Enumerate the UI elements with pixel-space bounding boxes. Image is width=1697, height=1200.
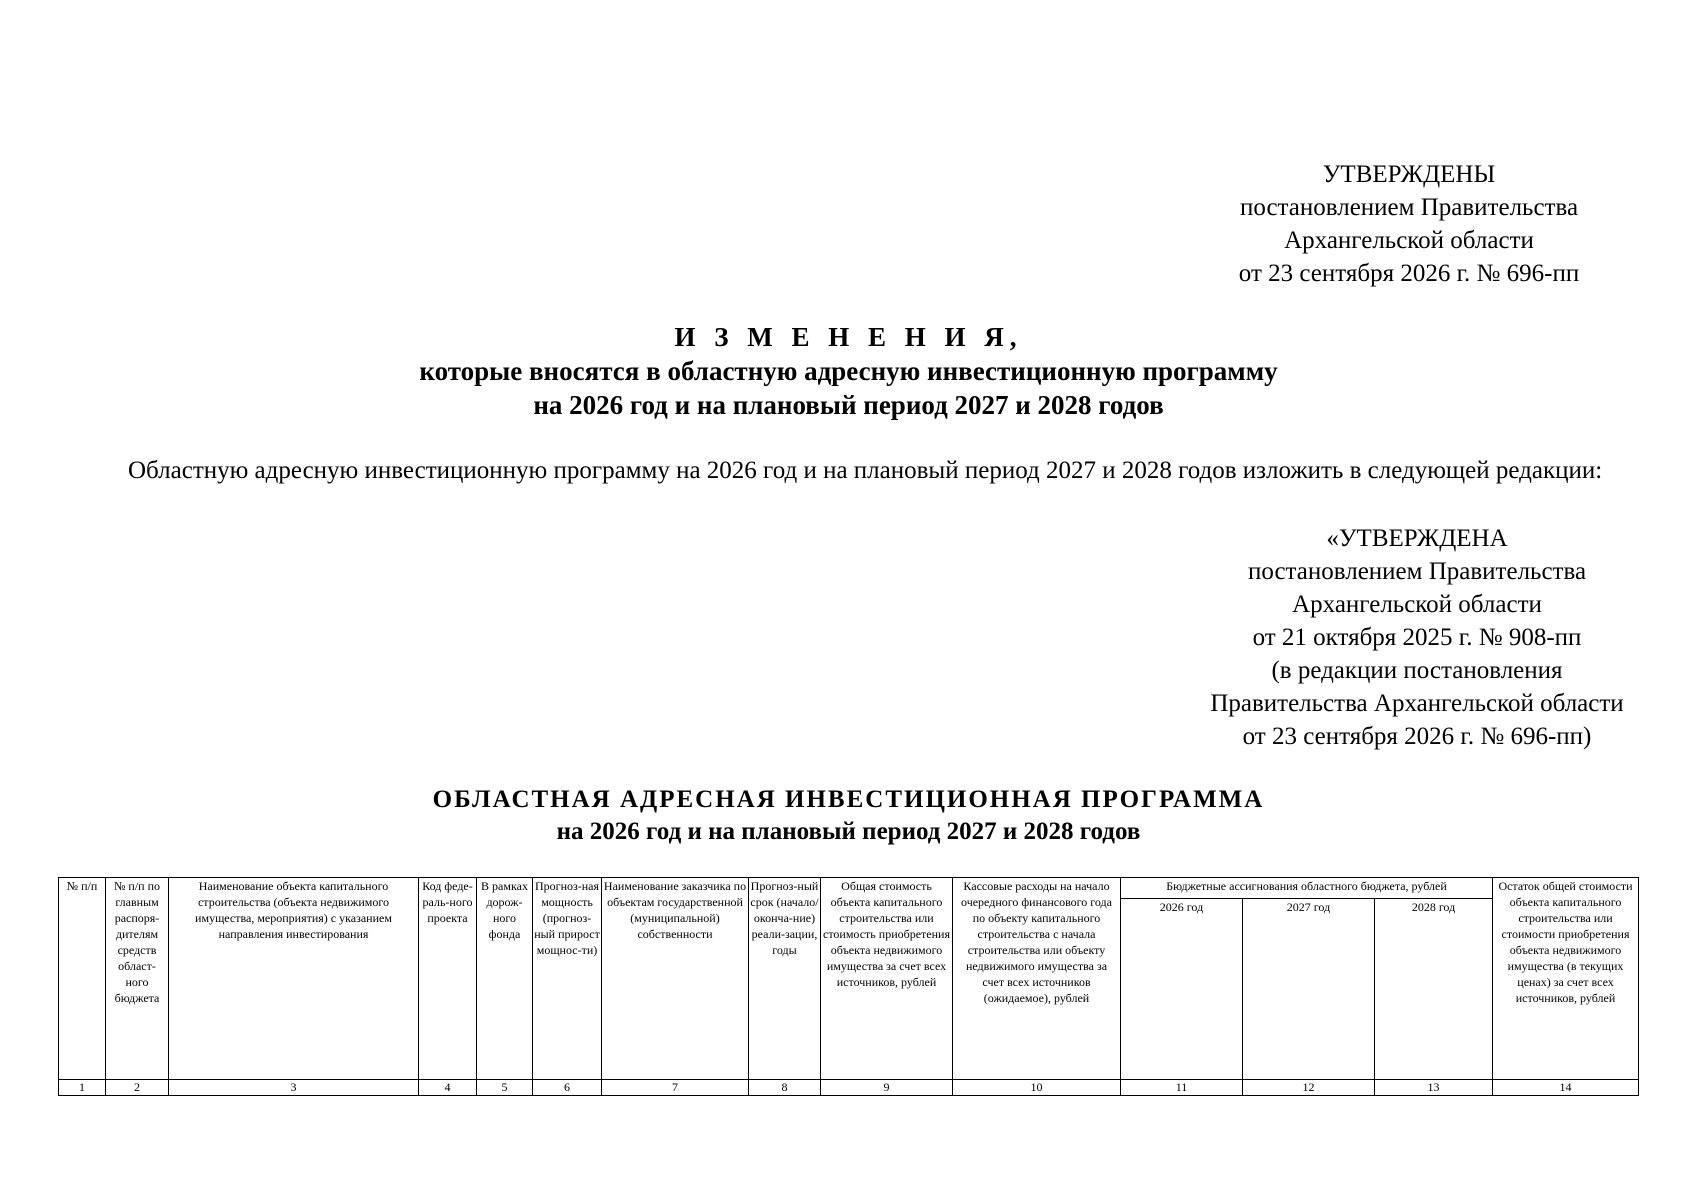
changes-title-line2: которые вносятся в областную адресную инвестиционную программу <box>419 356 1278 386</box>
approval-second-line7: от 23 сентября 2026 г. № 696-пп) <box>1242 723 1592 750</box>
approval-top-line2: постановлением Правительства <box>1239 194 1579 221</box>
header-col-3: Наименование объекта капитального строительства (объекта недвижимого имущества, мероприятия) с указанием направления инвестирования <box>169 878 419 1080</box>
intro-paragraph: Областную адресную инвестиционную программу на 2026 год и на плановый период 2027 и 2028 годов изложить в следующей редакции: <box>128 457 1603 484</box>
approval-second-line6: Правительства Архангельской области <box>1210 690 1624 717</box>
header-col-9: Общая стоимость объекта капитального строительства или стоимость приобретения объекта недвижимого имущества за счет всех источников, рублей <box>821 878 953 1080</box>
changes-title <box>0 320 1697 422</box>
table-number-row <box>59 1080 1639 1096</box>
column-number: 5 <box>477 1080 533 1096</box>
header-col-12: 2027 год <box>1243 899 1375 1080</box>
header-col-7: Наименование заказчика по объектам государственной (муниципальной) собственности <box>602 878 749 1080</box>
header-budget-group: Бюджетные ассигнования областного бюджета, рублей <box>1121 878 1493 899</box>
header-col-11: 2026 год <box>1121 899 1243 1080</box>
column-number: 14 <box>1493 1080 1639 1096</box>
header-col-8: Прогноз-ный срок (начало/ оконча-ние) реали-зации, годы <box>749 878 821 1080</box>
approval-second-line4: от 21 октября 2025 г. № 908-пп <box>1252 624 1582 651</box>
program-title <box>0 784 1697 848</box>
column-number: 2 <box>106 1080 169 1096</box>
column-number: 13 <box>1375 1080 1493 1096</box>
column-number: 4 <box>419 1080 477 1096</box>
program-table <box>58 877 1639 1096</box>
header-col-2: № п/п по главным распоря-дителям средств област-ного бюджета <box>106 878 169 1080</box>
program-title-line2: на 2026 год и на плановый период 2027 и 2028 годов <box>556 818 1141 845</box>
changes-title-main: И З М Е Н Е Н И Я, <box>674 322 1023 352</box>
header-col-13: 2028 год <box>1375 899 1493 1080</box>
column-number: 7 <box>602 1080 749 1096</box>
approval-stamp-second <box>1157 522 1677 753</box>
approval-top-line4: от 23 сентября 2026 г. № 696-пп <box>1238 260 1580 287</box>
header-col-10: Кассовые расходы на начало очередного финансового года по объекту капитального строительства с начала строительства или объекту недвижимого имущества за счет всех источников (ожидаемое), рублей <box>953 878 1121 1080</box>
table-header-row-1 <box>59 878 1639 899</box>
header-col-14: Остаток общей стоимости объекта капитального строительства или стоимости приобретения объекта недвижимого имущества (в текущих ценах) за счет всех источников, рублей <box>1493 878 1639 1080</box>
column-number: 11 <box>1121 1080 1243 1096</box>
approval-top-line3: Архангельской области <box>1284 227 1534 254</box>
header-col-4: Код феде-раль-ного проекта <box>419 878 477 1080</box>
approval-stamp-top <box>1189 158 1629 290</box>
column-number: 10 <box>953 1080 1121 1096</box>
approval-second-line1: «УТВЕРЖДЕНА <box>1326 525 1508 552</box>
approval-second-line3: Архангельской области <box>1292 591 1542 618</box>
approval-top-line1: УТВЕРЖДЕНЫ <box>1322 161 1496 188</box>
header-col-1: № п/п <box>59 878 106 1080</box>
approval-second-line2: постановлением Правительства <box>1247 558 1587 585</box>
column-number: 6 <box>533 1080 602 1096</box>
column-number: 3 <box>169 1080 419 1096</box>
column-number: 9 <box>821 1080 953 1096</box>
column-number: 12 <box>1243 1080 1375 1096</box>
approval-second-line5: (в редакции постановления <box>1271 657 1563 684</box>
column-number: 8 <box>749 1080 821 1096</box>
header-col-6: Прогноз-ная мощность (прогноз-ный прирост мощнос-ти) <box>533 878 602 1080</box>
changes-title-line3: на 2026 год и на плановый период 2027 и 2028 годов <box>533 390 1164 420</box>
program-title-main: ОБЛАСТНАЯ АДРЕСНАЯ ИНВЕСТИЦИОННАЯ ПРОГРАММА <box>432 786 1265 813</box>
column-number: 1 <box>59 1080 106 1096</box>
header-col-5: В рамках дорож-ного фонда <box>477 878 533 1080</box>
